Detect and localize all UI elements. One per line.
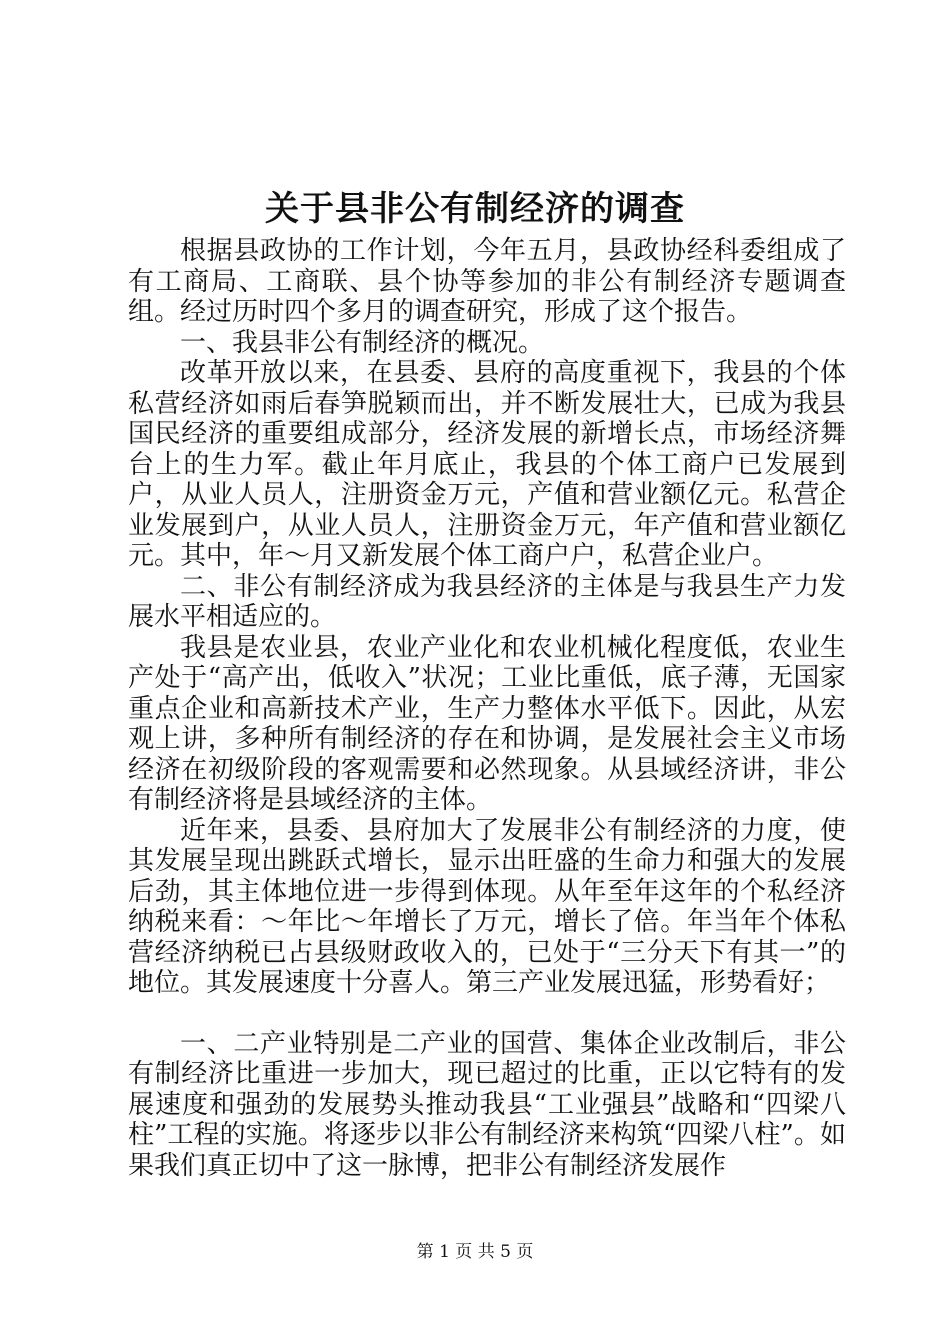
section-heading-main-body: 二、非公有制经济成为我县经济的主体是与我县生产力发展水平相适应的。 (128, 571, 846, 632)
paragraph-intro: 根据县政协的工作计划，今年五月，县政协经科委组成了有工商局、工商联、县个协等参加的非公有制经济专题调查组。经过历时四个多月的调查研究，形成了这个报告。 (128, 236, 846, 327)
document-title: 关于县非公有制经济的调查 (265, 189, 685, 229)
section-heading-overview: 一、我县非公有制经济的概况。 (180, 327, 545, 358)
page-number-footer: 第 1 页 共 5 页 (416, 1242, 534, 1262)
paragraph-overview: 改革开放以来，在县委、县府的高度重视下，我县的个体私营经济如雨后春笋脱颖而出，并不断发展壮大，已成为我县国民经济的重要组成部分，经济发展的新增长点，市场经济舞台上的生力军。截止年月底止，我县的个体工商户已发展到户，从业人员人，注册资金万元，产值和营业额亿元。私营企业发展到户，从业人员人，注册资金万元，年产值和营业额亿元。其中，年～月又新发展个体工商户户，私营企业户。 (128, 358, 846, 571)
document-body (128, 236, 846, 1181)
paragraph-industry: 一、二产业特别是二产业的国营、集体企业改制后，非公有制经济比重进一步加大，现已超过的比重，正以它特有的发展速度和强劲的发展势头推动我县“工业强县”战略和“四梁八柱”工程的实施。将逐步以非公有制经济来构筑“四梁八柱”。如果我们真正切中了这一脉博，把非公有制经济发展作 (128, 1028, 846, 1181)
paragraph-recent-years: 近年来，县委、县府加大了发展非公有制经济的力度，使其发展呈现出跳跃式增长，显示出旺盛的生命力和强大的发展后劲，其主体地位进一步得到体现。从年至年这年的个私经济纳税来看：～年比～年增长了万元，增长了倍。年当年个体私营经济纳税已占县级财政收入的，已处于“三分天下有其一”的地位。其发展速度十分喜人。第三产业发展迅猛，形势看好； (128, 815, 846, 998)
paragraph-agriculture: 我县是农业县，农业产业化和农业机械化程度低，农业生产处于“高产出，低收入”状况；工业比重低，底子薄，无国家重点企业和高新技术产业，生产力整体水平低下。因此，从宏观上讲，多种所有制经济的存在和协调，是发展社会主义市场经济在初级阶段的客观需要和必然现象。从县域经济讲，非公有制经济将是县域经济的主体。 (128, 632, 846, 815)
